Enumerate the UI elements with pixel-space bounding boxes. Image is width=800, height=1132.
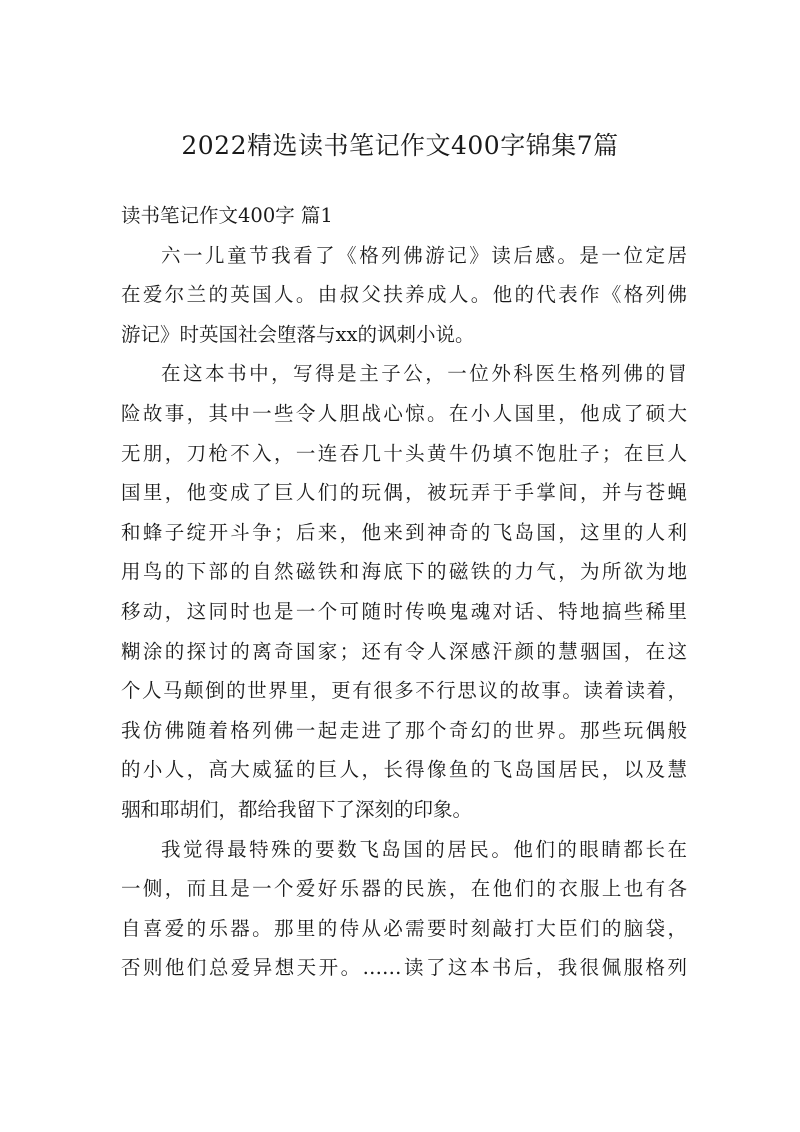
paragraph-line: 在爱尔兰的英国人。由叔父扶养成人。他的代表作《格列佛 [121, 283, 687, 307]
paragraph-list [121, 236, 687, 988]
paragraph [121, 354, 687, 829]
document-body [121, 196, 687, 988]
document-title: 2022精选读书笔记作文400字锦集7篇 [181, 131, 619, 160]
paragraph-line: 无朋，刀枪不入，一连吞几十头黄牛仍填不饱肚子；在巨人 [121, 441, 687, 465]
section-heading: 读书笔记作文400字 篇1 [121, 204, 333, 227]
paragraph-line: 自喜爱的乐器。那里的侍从必需要时刻敲打大臣们的脑袋， [121, 916, 687, 940]
paragraph-line: 否则他们总爱异想天开。……读了这本书后，我很佩服格列 [121, 956, 687, 980]
paragraph-line: 的小人，高大威猛的巨人，长得像鱼的飞岛国居民，以及慧 [121, 758, 687, 782]
paragraph [121, 830, 687, 988]
paragraph-line: 和蜂子绽开斗争；后来，他来到神奇的飞岛国，这里的人利 [121, 520, 687, 544]
paragraph-line: 一侧，而且是一个爱好乐器的民族，在他们的衣服上也有各 [121, 877, 687, 901]
paragraph [121, 236, 687, 355]
paragraph-line: 糊涂的探讨的离奇国家；还有令人深感汗颜的慧骃国，在这 [121, 639, 687, 663]
paragraph-line: 国里，他变成了巨人们的玩偶，被玩弄于手掌间，并与苍蝇 [121, 481, 687, 505]
paragraph-line: 游记》时英国社会堕落与xx的讽刺小说。 [121, 322, 475, 346]
paragraph-line: 用鸟的下部的自然磁铁和海底下的磁铁的力气，为所欲为地 [121, 560, 687, 584]
paragraph-line: 险故事，其中一些令人胆战心惊。在小人国里，他成了硕大 [121, 402, 687, 426]
paragraph-line: 移动，这同时也是一个可随时传唤鬼魂对话、特地搞些稀里 [121, 600, 687, 624]
paragraph-line: 我觉得最特殊的要数飞岛国的居民。他们的眼睛都长在 [161, 837, 687, 861]
paragraph-line: 个人马颠倒的世界里，更有很多不行思议的故事。读着读着， [121, 679, 687, 703]
paragraph-line: 六一儿童节我看了《格列佛游记》读后感。是一位定居 [161, 243, 687, 267]
paragraph-line: 我仿佛随着格列佛一起走进了那个奇幻的世界。那些玩偶般 [121, 718, 687, 742]
paragraph-line: 骃和耶胡们，都给我留下了深刻的印象。 [121, 798, 473, 821]
paragraph-line: 在这本书中，写得是主子公，一位外科医生格列佛的冒 [161, 362, 687, 386]
